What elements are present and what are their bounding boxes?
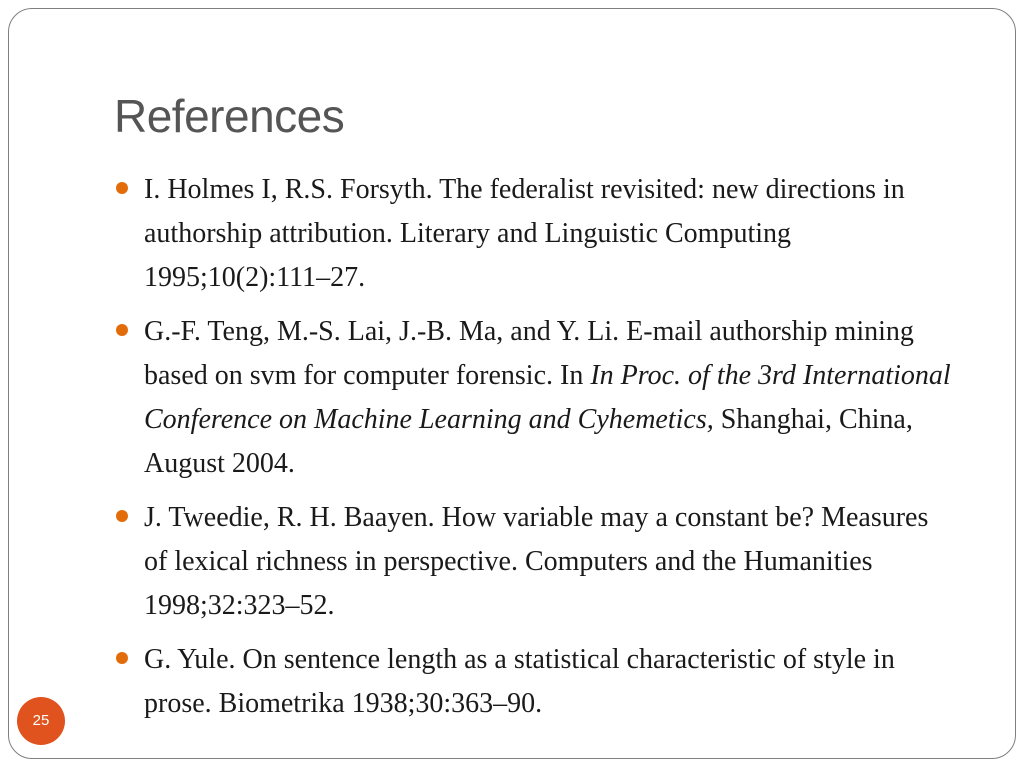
reference-item [112, 638, 952, 726]
bullet-dot-icon [116, 510, 128, 522]
reference-text: G. Yule. On sentence length as a statistical characteristic of style in prose. Biometrika 1938;30:363–90. [144, 644, 895, 719]
reference-text: I. Holmes I, R.S. Forsyth. The federalist revisited: new directions in authorship attribution. Literary and Linguistic Computing 1995;10(2):111–27. [144, 174, 905, 293]
bullet-dot-icon [116, 324, 128, 336]
reference-location: Shanghai, China, August 2004. [144, 404, 913, 479]
reference-list [112, 168, 952, 736]
reference-item [112, 310, 952, 486]
page-number-badge: 25 [17, 697, 65, 745]
reference-item [112, 168, 952, 300]
bullet-dot-icon [116, 652, 128, 664]
reference-venue: In Proc. of the 3rd International Conference on Machine Learning and Cyhemetics, [144, 360, 951, 435]
reference-item [112, 496, 952, 628]
reference-text: G.-F. Teng, M.-S. Lai, J.-B. Ma, and Y. Li. E-mail authorship mining based on svm for computer forensic. In [144, 316, 914, 391]
reference-text: J. Tweedie, R. H. Baayen. How variable may a constant be? Measures of lexical richness in perspective. Computers and the Humanities 1998;32:323–52. [144, 502, 929, 621]
slide-title: References [114, 90, 345, 142]
bullet-dot-icon [116, 182, 128, 194]
